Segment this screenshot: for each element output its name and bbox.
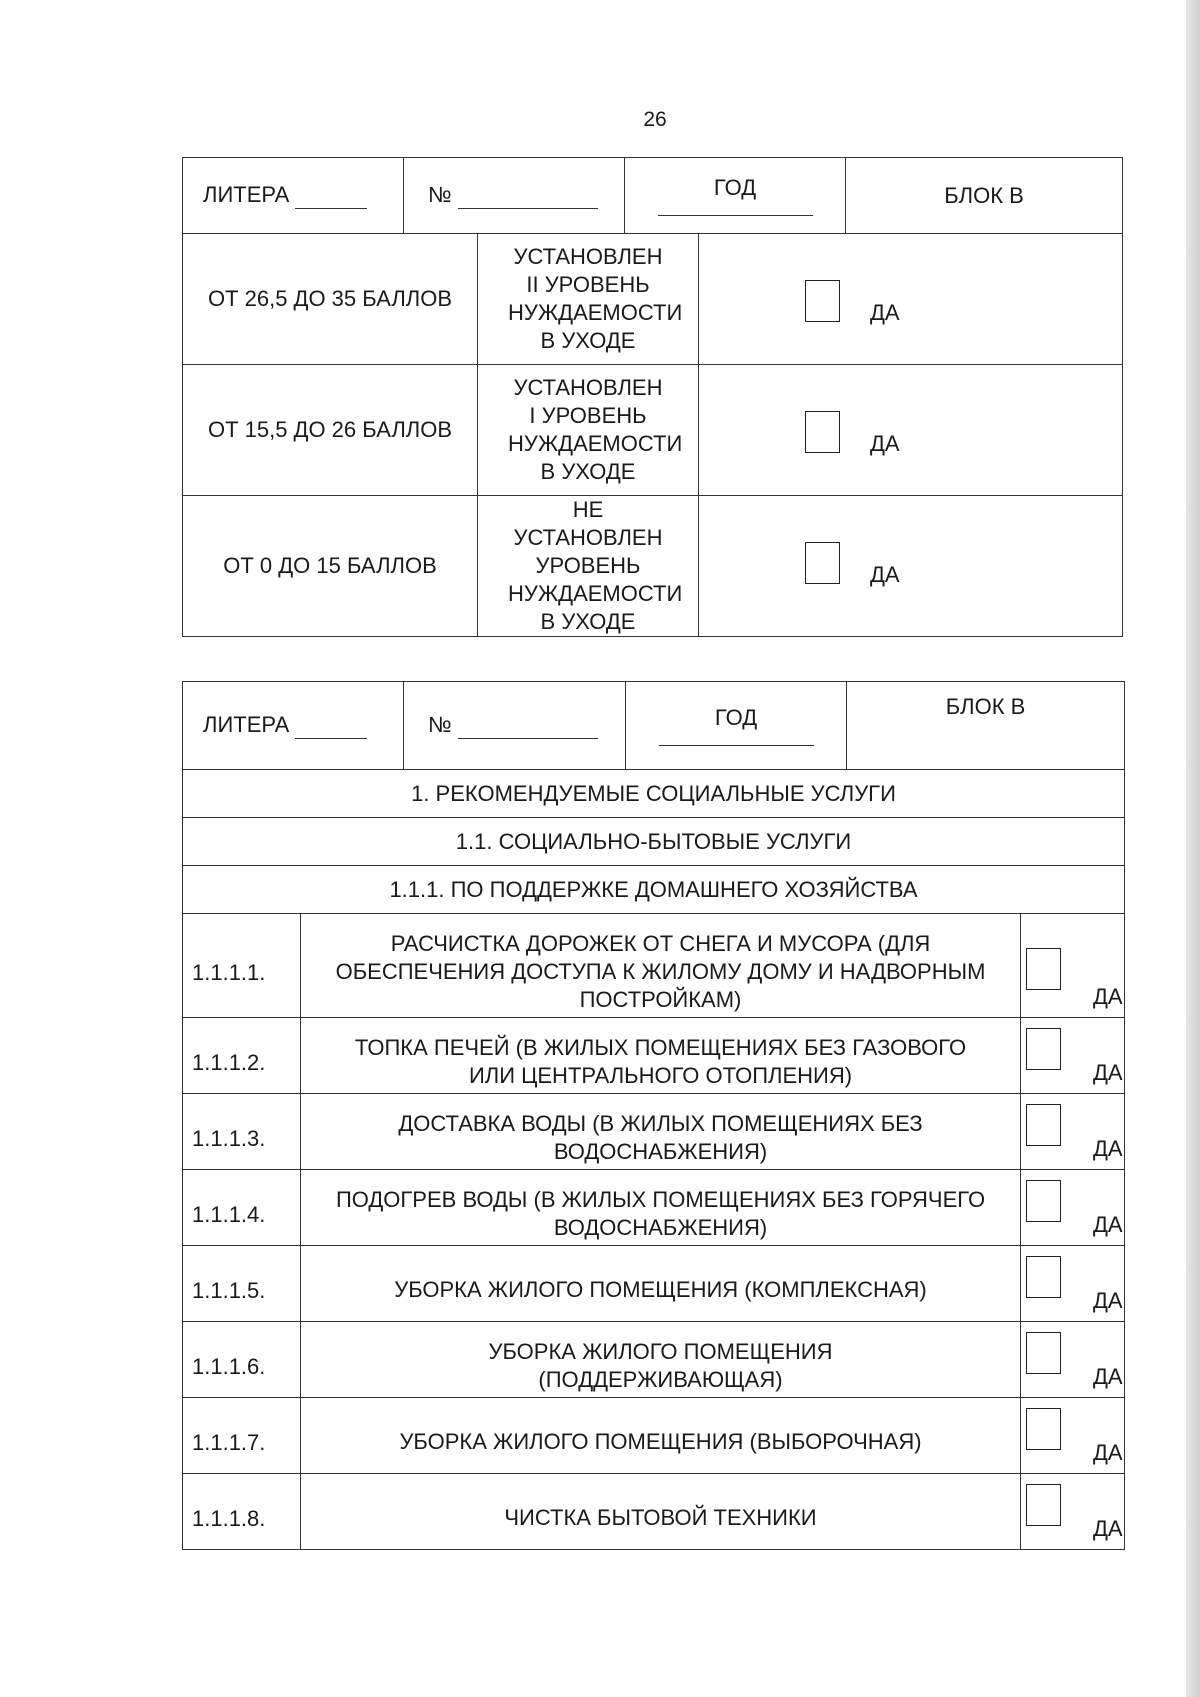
care-level-table (182, 157, 1123, 637)
service-row (183, 1474, 1125, 1550)
checkbox-label: ДА (1093, 1288, 1123, 1313)
service-description: УБОРКА ЖИЛОГО ПОМЕЩЕНИЯ (ПОДДЕРЖИВАЮЩАЯ) (301, 1322, 1021, 1398)
litera-cell (183, 158, 404, 234)
service-check (1021, 1170, 1125, 1246)
service-check (1021, 1398, 1125, 1474)
checkbox[interactable] (1026, 1180, 1061, 1222)
litera-field[interactable] (295, 182, 367, 209)
service-number: 1.1.1.8. (183, 1474, 301, 1550)
service-number: 1.1.1.4. (183, 1170, 301, 1246)
service-row (183, 1170, 1125, 1246)
year-field[interactable] (658, 207, 813, 216)
litera-field[interactable] (295, 712, 367, 739)
care-level-text: УСТАНОВЛЕН I УРОВЕНЬ НУЖДАЕМОСТИ В УХОДЕ (478, 365, 699, 496)
checkbox[interactable] (1026, 1104, 1061, 1146)
service-number: 1.1.1.7. (183, 1398, 301, 1474)
year-field[interactable] (659, 737, 814, 746)
care-level-text: УСТАНОВЛЕН II УРОВЕНЬ НУЖДАЕМОСТИ В УХОДЕ (478, 234, 699, 365)
service-description: УБОРКА ЖИЛОГО ПОМЕЩЕНИЯ (ВЫБОРОЧНАЯ) (301, 1398, 1021, 1474)
service-row (183, 914, 1125, 1018)
checkbox[interactable] (805, 542, 840, 584)
checkbox-label: ДА (1093, 1516, 1123, 1541)
checkbox-label: ДА (870, 431, 900, 456)
care-level-text: НЕ УСТАНОВЛЕН УРОВЕНЬ НУЖДАЕМОСТИ В УХОДЕ (478, 496, 699, 637)
score-range: ОТ 15,5 ДО 26 БАЛЛОВ (183, 365, 478, 496)
score-range: ОТ 26,5 ДО 35 БАЛЛОВ (183, 234, 478, 365)
service-check (1021, 1322, 1125, 1398)
number-field[interactable] (458, 182, 598, 209)
year-cell (625, 158, 846, 234)
service-check (1021, 1474, 1125, 1550)
block-cell (847, 682, 1125, 770)
care-level-row (183, 365, 1123, 496)
care-level-row (183, 496, 1123, 637)
subsection-title: 1.1. СОЦИАЛЬНО-БЫТОВЫЕ УСЛУГИ (183, 818, 1125, 866)
checkbox[interactable] (805, 280, 840, 322)
checkbox[interactable] (1026, 1256, 1061, 1298)
service-description: ПОДОГРЕВ ВОДЫ (В ЖИЛЫХ ПОМЕЩЕНИЯХ БЕЗ ГОРЯЧЕГО ВОДОСНАБЖЕНИЯ) (301, 1170, 1021, 1246)
block-cell (846, 158, 1123, 234)
litera-cell (183, 682, 404, 770)
number-field[interactable] (458, 712, 598, 739)
service-row (183, 1322, 1125, 1398)
checkbox[interactable] (1026, 1332, 1061, 1374)
year-label: ГОД (713, 175, 757, 200)
number-label: № (428, 712, 452, 737)
service-check (1021, 1094, 1125, 1170)
checkbox-label: ДА (1093, 1136, 1123, 1161)
checkbox[interactable] (1026, 1484, 1061, 1526)
header-row (183, 682, 1125, 770)
number-label: № (428, 182, 452, 207)
year-cell (626, 682, 847, 770)
service-number: 1.1.1.5. (183, 1246, 301, 1322)
service-row (183, 1094, 1125, 1170)
care-level-check (699, 365, 1123, 496)
score-range: ОТ 0 ДО 15 БАЛЛОВ (183, 496, 478, 637)
service-number: 1.1.1.1. (183, 914, 301, 1018)
litera-label: ЛИТЕРА (203, 712, 290, 737)
checkbox[interactable] (1026, 1408, 1061, 1450)
service-row (183, 1246, 1125, 1322)
service-row (183, 1018, 1125, 1094)
year-label: ГОД (714, 705, 758, 730)
block-label: БЛОК В (944, 182, 1024, 208)
service-description: ДОСТАВКА ВОДЫ (В ЖИЛЫХ ПОМЕЩЕНИЯХ БЕЗ ВОДОСНАБЖЕНИЯ) (301, 1094, 1021, 1170)
page-number: 26 (643, 108, 667, 131)
number-cell (404, 682, 626, 770)
litera-label: ЛИТЕРА (203, 182, 290, 207)
service-number: 1.1.1.3. (183, 1094, 301, 1170)
header-row (183, 158, 1123, 234)
section-title: 1. РЕКОМЕНДУЕМЫЕ СОЦИАЛЬНЫЕ УСЛУГИ (183, 770, 1125, 818)
checkbox-label: ДА (870, 300, 900, 325)
checkbox-label: ДА (870, 562, 900, 587)
services-table (182, 681, 1125, 1550)
checkbox[interactable] (805, 411, 840, 453)
service-check (1021, 1018, 1125, 1094)
service-description: ЧИСТКА БЫТОВОЙ ТЕХНИКИ (301, 1474, 1021, 1550)
checkbox[interactable] (1026, 948, 1061, 990)
service-number: 1.1.1.6. (183, 1322, 301, 1398)
section-title-row (183, 770, 1125, 818)
number-cell (404, 158, 625, 234)
service-number: 1.1.1.2. (183, 1018, 301, 1094)
group-title: 1.1.1. ПО ПОДДЕРЖКЕ ДОМАШНЕГО ХОЗЯЙСТВА (183, 866, 1125, 914)
page-edge-shadow (1186, 0, 1200, 1697)
checkbox-label: ДА (1093, 1440, 1123, 1465)
service-check (1021, 1246, 1125, 1322)
checkbox[interactable] (1026, 1028, 1061, 1070)
service-description: УБОРКА ЖИЛОГО ПОМЕЩЕНИЯ (КОМПЛЕКСНАЯ) (301, 1246, 1021, 1322)
checkbox-label: ДА (1093, 1364, 1123, 1389)
service-row (183, 1398, 1125, 1474)
care-level-row (183, 234, 1123, 365)
checkbox-label: ДА (1093, 984, 1123, 1009)
block-label: БЛОК В (945, 694, 1026, 719)
service-check (1021, 914, 1125, 1018)
care-level-check (699, 496, 1123, 637)
group-title-row (183, 866, 1125, 914)
service-description: РАСЧИСТКА ДОРОЖЕК ОТ СНЕГА И МУСОРА (ДЛЯ ОБЕСПЕЧЕНИЯ ДОСТУПА К ЖИЛОМУ ДОМУ И НАДВОРНЫМ ПОСТРОЙКАМ) (301, 914, 1021, 1018)
care-level-check (699, 234, 1123, 365)
checkbox-label: ДА (1093, 1060, 1123, 1085)
subsection-title-row (183, 818, 1125, 866)
service-description: ТОПКА ПЕЧЕЙ (В ЖИЛЫХ ПОМЕЩЕНИЯХ БЕЗ ГАЗОВОГО ИЛИ ЦЕНТРАЛЬНОГО ОТОПЛЕНИЯ) (301, 1018, 1021, 1094)
checkbox-label: ДА (1093, 1212, 1123, 1237)
